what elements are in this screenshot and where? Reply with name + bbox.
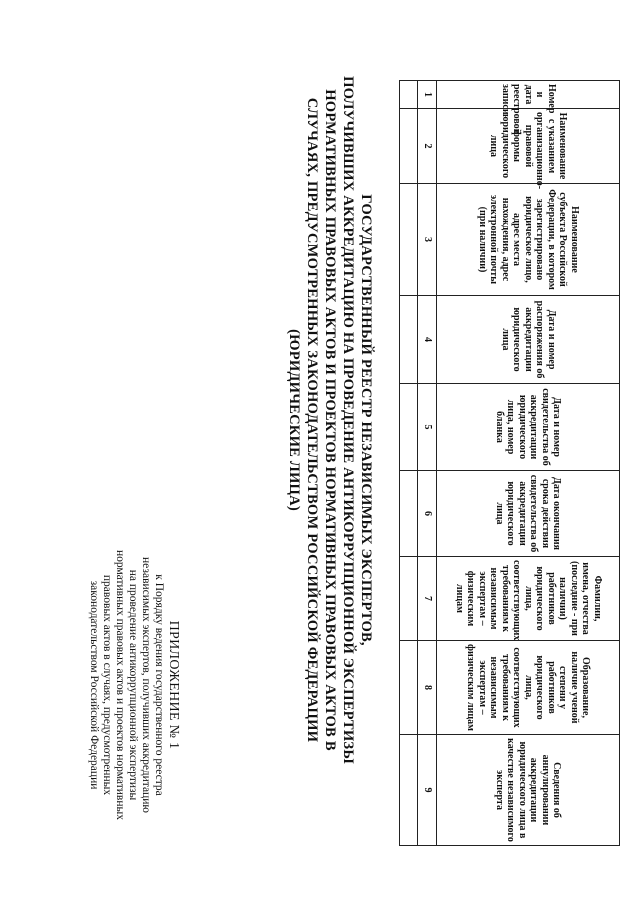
- column-number-row: [418, 81, 437, 846]
- appendix-title: ПРИЛОЖЕНИЕ № 1: [166, 620, 181, 750]
- column-number: 5: [418, 384, 437, 471]
- column-number: 2: [418, 109, 437, 184]
- header-cell: Номер и дата реестровой записи: [437, 81, 620, 109]
- header-cell: Образование, наличие ученой степени у работников юридического лица, соответствующих требованиям к независимым экспертам – физическим лицам: [437, 641, 620, 735]
- heading-line: СЛУЧАЯХ, ПРЕДУСМОТРЕННЫХ ЗАКОНОДАТЕЛЬСТВОМ РОССИЙСКОЙ ФЕДЕРАЦИИ: [304, 97, 320, 743]
- column-number: 7: [418, 557, 437, 641]
- empty-cell: [400, 384, 418, 471]
- header-cell: Дата окончания срока действия свидетельства об аккредитации юридического лица: [437, 471, 620, 557]
- column-number: 6: [418, 471, 437, 557]
- column-number: 4: [418, 296, 437, 384]
- empty-cell: [400, 109, 418, 184]
- empty-cell: [400, 735, 418, 846]
- empty-cell: [400, 471, 418, 557]
- empty-cell: [400, 296, 418, 384]
- empty-cell: [400, 184, 418, 296]
- header-cell: Наименование с указанием организационно-правовой формы юридического лица: [437, 109, 620, 184]
- appendix-block: [87, 495, 180, 875]
- empty-cell: [400, 81, 418, 109]
- column-number: 8: [418, 641, 437, 735]
- column-number: 3: [418, 184, 437, 296]
- appendix-line: на проведение антикоррупционной экспертизы: [127, 569, 139, 801]
- header-cell: Наименование субъекта Российской Федерации, в котором зарегистрировано юридическое лицо, адрес места нахождения, адрес электронной почты (при наличии): [437, 184, 620, 296]
- header-cell: Дата и номер распоряжения об аккредитации юридического лица: [437, 296, 620, 384]
- header-cell: Дата и номер свидетельства об аккредитации юридического лица, номер бланка: [437, 384, 620, 471]
- empty-cell: [400, 557, 418, 641]
- heading-line: ГОСУДАРСТВЕННЫЙ РЕЕСТР НЕЗАВИСИМЫХ ЭКСПЕРТОВ,: [358, 194, 374, 646]
- empty-data-row: [400, 81, 418, 846]
- header-cell: Сведения об аннулировании аккредитации юридического лица в качестве независимого эксперта: [437, 735, 620, 846]
- appendix-line: законодательством Российской Федерации: [88, 580, 100, 790]
- registry-table: [399, 80, 620, 846]
- column-number: 9: [418, 735, 437, 846]
- appendix-line: правовых актов в случаях, предусмотренных: [101, 574, 113, 796]
- column-number: 1: [418, 81, 437, 109]
- empty-cell: [400, 641, 418, 735]
- heading-line: ПОЛУЧИВШИХ АККРЕДИТАЦИЮ НА ПРОВЕДЕНИЕ АНТИКОРРУПЦИОННОЙ ЭКСПЕРТИЗЫ: [340, 76, 356, 764]
- appendix-line: независимых экспертов, получивших аккредитацию: [140, 557, 152, 813]
- table-header-row: [437, 81, 620, 846]
- appendix-line: нормативных правовых актов и проектов нормативных: [114, 550, 126, 820]
- heading-line: (ЮРИДИЧЕСКИЕ ЛИЦА): [286, 329, 302, 511]
- header-cell: Фамилии, имена, отчества (последние - при наличии) работников юридического лица, соответствующих требованиям к независимым экспертам – физическим лицам: [437, 557, 620, 641]
- appendix-line: к Порядку ведения государственного реестра: [153, 574, 165, 796]
- registry-heading: [285, 40, 375, 800]
- heading-line: НОРМАТИВНЫХ ПРАВОВЫХ АКТОВ И ПРОЕКТОВ НОРМАТИВНЫХ ПРАВОВЫХ АКТОВ В: [322, 89, 338, 751]
